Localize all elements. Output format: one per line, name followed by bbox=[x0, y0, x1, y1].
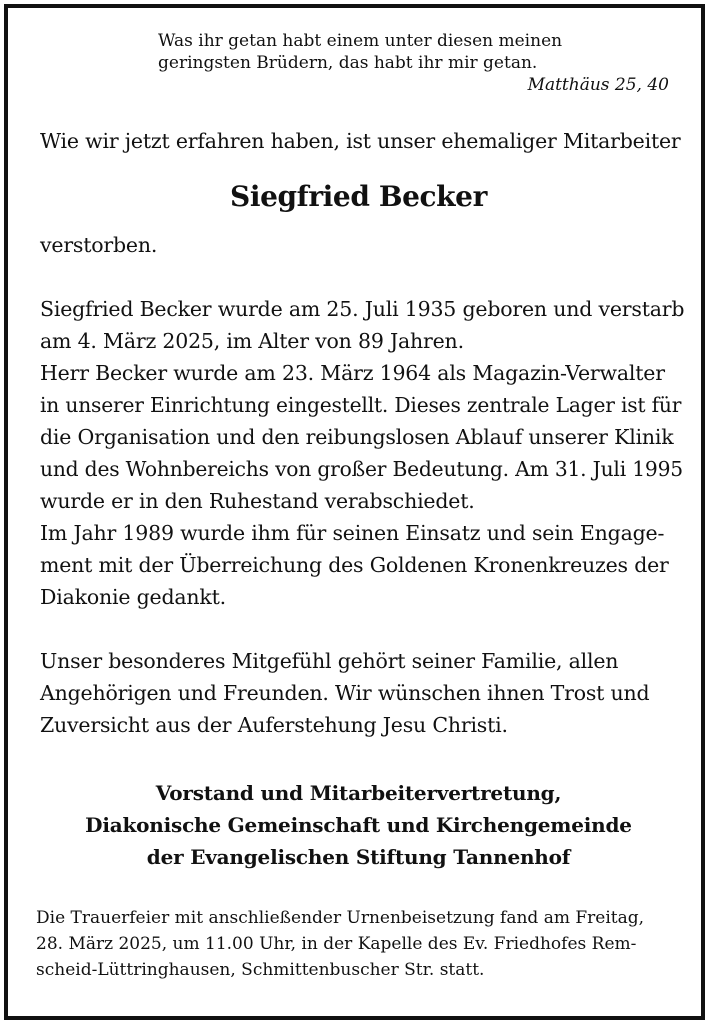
bio-line-9: ment mit der Überreichung des Goldenen Kronenkreuzes der bbox=[40, 553, 669, 577]
intro-text: Wie wir jetzt erfahren haben, ist unser ehemaliger Mitarbeiter bbox=[40, 129, 681, 153]
verse-reference: Matthäus 25, 40 bbox=[527, 75, 669, 95]
signature-line-2: Diakonische Gemeinschaft und Kirchengemeinde bbox=[85, 813, 632, 837]
bio-line-2: am 4. März 2025, im Alter von 89 Jahren. bbox=[40, 329, 464, 353]
funeral-line-3: scheid-Lüttringhausen, Schmittenbuscher Str. statt. bbox=[36, 960, 485, 980]
bio-line-8: Im Jahr 1989 wurde ihm für seinen Einsatz und sein Engage- bbox=[40, 521, 665, 545]
funeral-line-1: Die Trauerfeier mit anschließender Urnenbeisetzung fand am Freitag, bbox=[36, 908, 645, 928]
bio-line-1: Siegfried Becker wurde am 25. Juli 1935 geboren und verstarb bbox=[40, 297, 685, 321]
bio-line-7: wurde er in den Ruhestand verabschiedet. bbox=[40, 489, 475, 513]
bio-line-5: die Organisation und den reibungslosen Ablauf unserer Klinik bbox=[40, 425, 674, 449]
motto-line-1: Was ihr getan habt einem unter diesen meinen bbox=[158, 31, 563, 51]
condolence-line-2: Angehörigen und Freunden. Wir wünschen ihnen Trost und bbox=[40, 681, 650, 705]
bio-line-4: in unserer Einrichtung eingestellt. Dieses zentrale Lager ist für bbox=[40, 393, 682, 417]
funeral-line-2: 28. März 2025, um 11.00 Uhr, in der Kapelle des Ev. Friedhofes Rem- bbox=[36, 934, 637, 954]
bio-line-10: Diakonie gedankt. bbox=[40, 585, 226, 609]
deceased-text: verstorben. bbox=[40, 233, 158, 257]
condolence-line-1: Unser besonderes Mitgefühl gehört seiner Familie, allen bbox=[40, 649, 619, 673]
bio-line-3: Herr Becker wurde am 23. März 1964 als Magazin-Verwalter bbox=[40, 361, 665, 385]
bio-line-6: und des Wohnbereichs von großer Bedeutung. Am 31. Juli 1995 bbox=[40, 457, 683, 481]
signature-line-1: Vorstand und Mitarbeitervertretung, bbox=[155, 781, 562, 805]
motto-line-2: geringsten Brüdern, das habt ihr mir getan. bbox=[158, 53, 538, 73]
signature-line-3: der Evangelischen Stiftung Tannenhof bbox=[146, 845, 571, 869]
obituary-frame bbox=[4, 4, 705, 1020]
condolence-line-3: Zuversicht aus der Auferstehung Jesu Christi. bbox=[40, 713, 508, 737]
deceased-name: Siegfried Becker bbox=[230, 180, 487, 213]
